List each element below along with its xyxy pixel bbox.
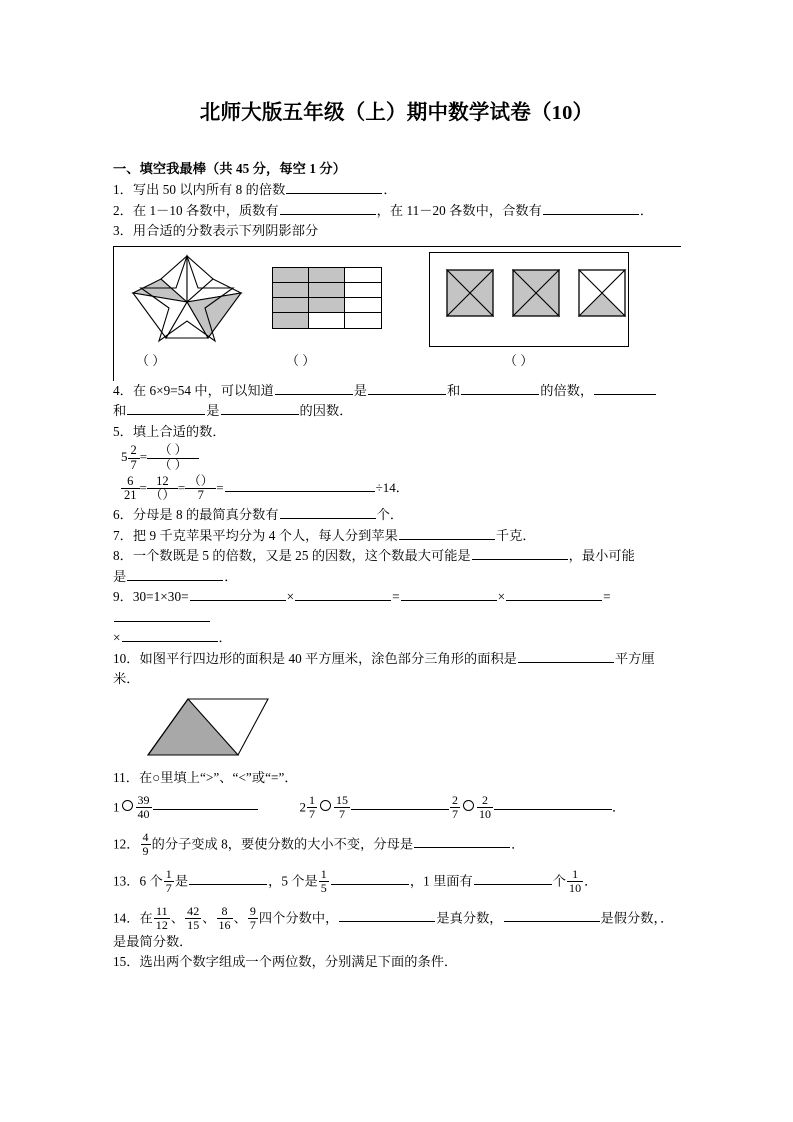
question-7 — [113, 526, 681, 547]
q4-text-7: 的因数． — [299, 403, 353, 418]
q5-frac-a — [121, 475, 140, 504]
q14-f3-den: 16 — [218, 917, 231, 932]
grid-cell — [345, 268, 381, 283]
square-figure-quarter — [578, 269, 626, 317]
q8-text-1: 一个数既是 5 的倍数，又是 25 的因数，这个数最大可能是 — [132, 548, 471, 563]
q4-text-6: 是 — [206, 403, 220, 418]
q8-blank-2[interactable] — [127, 567, 223, 581]
q13-fraction-2 — [319, 868, 329, 895]
q10-text-1: 如图平行四边形的面积是 40 平方厘米，涂色部分三角形的面积是 — [139, 650, 517, 666]
q15-text: 选出两个数字组成一个两位数，分别满足下面的条件． — [139, 954, 458, 970]
grid-cell — [345, 313, 381, 328]
q13-f2-num: 1 — [320, 866, 327, 881]
q14-fraction-4 — [248, 905, 258, 932]
parallelogram-figure — [143, 693, 273, 761]
q9-blank-2[interactable] — [295, 587, 391, 601]
grid-cell — [273, 268, 309, 283]
q11-b-fraction-right — [334, 794, 350, 821]
grid-cell — [345, 283, 381, 298]
q11-circle-1[interactable] — [122, 800, 133, 811]
q11-number: 11． — [113, 769, 140, 785]
q2-period: ． — [639, 202, 654, 218]
q11-comparisons — [113, 794, 681, 821]
q5-frac-a-num: 6 — [127, 473, 134, 488]
q5-frac-a-den: 21 — [121, 488, 140, 503]
q13-text-4: ，1 里面有 — [409, 873, 473, 889]
q14-f2-den: 15 — [187, 917, 200, 932]
q5-fraction-left — [128, 444, 140, 473]
q2-number: 2． — [113, 202, 133, 218]
q11-c-num: 2 — [452, 793, 458, 807]
question-14 — [113, 905, 681, 952]
q14-f1-den: 12 — [155, 917, 168, 932]
q5-equations — [121, 444, 681, 503]
q3-text: 用合适的分数表示下列阴影部分 — [132, 223, 319, 238]
q11-c-fraction — [450, 794, 460, 821]
q5-equation-1 — [121, 444, 681, 473]
grid-cell — [309, 268, 345, 283]
q11-b-fraction — [307, 794, 317, 821]
q5-equation-2: $\frac{6}{21}$ = $\frac{12}{()}$ = $\frac{()}{7}$ = ÷14． — [121, 475, 681, 504]
question-13 — [113, 868, 681, 895]
section-heading: 一、填空我最棒（共 45 分，每空 1 分） — [113, 161, 346, 176]
q9-blank-3[interactable] — [401, 587, 497, 601]
q1-number: 1． — [113, 182, 133, 197]
q1-answer-blank[interactable] — [286, 180, 382, 194]
q2-answer-blank-2[interactable] — [543, 201, 639, 215]
q5-frac-b-den[interactable]: （） — [147, 488, 178, 503]
q13-fraction-1 — [164, 868, 174, 895]
q11-text: 在○里填上“>”、“<”或“=”． — [139, 769, 298, 785]
q12-text-1: 的分子变成 8，要使分数的大小不变，分母是 — [151, 836, 414, 852]
q11-c-fraction-right — [477, 794, 493, 821]
question-10 — [113, 649, 681, 690]
q9-blank-1[interactable] — [190, 587, 286, 601]
q3-number: 3． — [113, 223, 133, 238]
q11-b-num: 1 — [309, 793, 315, 807]
q8-number: 8． — [113, 548, 133, 563]
q11-c-rden: 10 — [479, 806, 491, 821]
q4-blank-3[interactable] — [461, 381, 539, 395]
q3-label-1[interactable]: （ ） — [136, 352, 166, 368]
grid-cell — [309, 298, 345, 313]
q3-label-3[interactable]: （ ） — [504, 352, 534, 368]
q7-blank[interactable] — [399, 526, 495, 540]
q11-a-den: 40 — [137, 806, 150, 821]
q14-f3-num: 8 — [221, 903, 228, 918]
q9-op-1: × — [286, 589, 295, 604]
q8-text-3: 是 — [113, 568, 127, 584]
q12-fraction — [141, 831, 151, 858]
q9-op-3: × — [497, 589, 506, 604]
q14-sep-3: 、 — [233, 910, 247, 926]
q14-f2-num: 42 — [187, 903, 200, 918]
q14-text-5: 是最简分数． — [113, 933, 193, 949]
q2-answer-blank-1[interactable] — [280, 201, 376, 215]
q5-frac-b[interactable] — [147, 475, 178, 504]
q13-f1-den: 7 — [165, 880, 172, 895]
q9-number: 9． — [113, 589, 133, 604]
grid-cell — [309, 283, 345, 298]
q15-number: 15． — [113, 954, 140, 970]
q9-blank-4[interactable] — [506, 587, 602, 601]
q5-frac-c[interactable] — [185, 475, 216, 504]
page-title: 北师大版五年级（上）期中数学试卷（10） — [199, 102, 594, 124]
q6-text-2: 个． — [376, 507, 404, 522]
q13-text-6: ． — [584, 873, 598, 889]
q9-op-2: = — [392, 589, 400, 604]
q5-answer-fraction[interactable] — [147, 444, 199, 473]
q5-frac-c-den: 7 — [185, 488, 216, 503]
question-8 — [113, 546, 681, 587]
q1-text: 写出 50 以内所有 8 的倍数 — [132, 182, 286, 197]
q13-blank-3[interactable] — [474, 871, 552, 885]
q9-blank-5[interactable] — [114, 608, 210, 622]
q4-number: 4． — [113, 382, 133, 398]
grid-figure — [272, 267, 382, 329]
q11-a-left: 1 — [113, 799, 120, 815]
q13-text-3: ，5 个是 — [268, 873, 318, 889]
q14-number: 14． — [113, 910, 140, 926]
q5-number: 5． — [113, 423, 133, 439]
q4-text-3: 和 — [447, 382, 461, 398]
question-2 — [113, 201, 681, 222]
question-4 — [113, 381, 681, 422]
q10-number: 10． — [113, 650, 140, 666]
q14-text-1: 在 — [139, 910, 153, 926]
q7-text-1: 把 9 千克苹果平均分为 4 个人，每人分到苹果 — [132, 527, 398, 543]
q11-rule-3 — [494, 798, 612, 810]
q11-circle-2[interactable] — [320, 800, 331, 811]
q14-sep-1: 、 — [170, 910, 185, 926]
q4-text-5: 和 — [113, 403, 127, 418]
grid-cell — [309, 313, 345, 328]
question-6 — [113, 505, 681, 526]
grid-cell — [273, 283, 309, 298]
squares-figure-group — [446, 269, 626, 317]
q13-number: 13． — [113, 873, 140, 889]
q11-b-rden: 7 — [334, 807, 350, 821]
q10-text-3: 米． — [113, 671, 140, 686]
q14-blank-1[interactable] — [339, 908, 435, 922]
q5-frac-b-num: 12 — [156, 473, 169, 488]
q14-f1-num: 11 — [156, 903, 168, 918]
question-5 — [113, 422, 681, 443]
q9-text-1: 30=1×30= — [132, 589, 189, 604]
grid-cell — [345, 298, 381, 313]
q6-text-1: 分母是 8 的最简真分数有 — [132, 507, 279, 522]
q11-a-num: 39 — [137, 793, 150, 807]
q4-blank-1[interactable] — [275, 381, 353, 395]
q13-f1-num: 1 — [165, 866, 172, 881]
question-3 — [113, 221, 681, 242]
q9-blank-6[interactable] — [122, 628, 218, 642]
q10-blank[interactable] — [518, 649, 614, 663]
q11-tail: ． — [612, 799, 626, 815]
q11-b-rnum: 15 — [336, 793, 348, 807]
q11-circle-3[interactable] — [463, 800, 474, 811]
q13-f2-den: 5 — [320, 880, 327, 895]
q5-frac-c-num[interactable]: （） — [188, 473, 214, 488]
q3-answer-labels — [114, 350, 682, 380]
q9-text-3: ． — [218, 630, 232, 645]
q11-rule-1 — [153, 798, 258, 810]
q12-blank[interactable] — [414, 834, 510, 848]
q12-frac-num: 4 — [142, 829, 149, 844]
q1-period: ． — [383, 182, 397, 197]
q9-op-4: = — [603, 589, 611, 604]
q13-f3-num: 1 — [572, 866, 579, 881]
star-figure — [122, 252, 252, 347]
q5-frac-num: 2 — [130, 443, 137, 457]
q13-text-2: 是 — [174, 873, 189, 889]
q12-number: 12． — [113, 836, 140, 852]
q4-blank-2[interactable] — [368, 381, 446, 395]
q14-text-2: 四个分数中， — [258, 910, 339, 926]
q11-compare-3 — [449, 794, 625, 821]
q13-f3-den: 10 — [569, 880, 582, 895]
q13-text-5: 个 — [552, 873, 567, 889]
q14-f4-den: 7 — [249, 917, 256, 932]
q14-fraction-1 — [154, 905, 170, 932]
q4-text-2: 是 — [353, 382, 368, 398]
grid-cell — [273, 313, 309, 328]
q11-compare-1 — [113, 794, 258, 821]
q11-rule-2 — [351, 798, 449, 810]
grid-cell — [273, 298, 309, 313]
q12-frac-den: 9 — [142, 843, 149, 858]
q14-fraction-2 — [185, 905, 201, 932]
exam-content — [113, 158, 681, 973]
q5-equals-1: = — [139, 449, 148, 465]
q14-sep-2: 、 — [202, 910, 216, 926]
q7-number: 7． — [113, 527, 133, 543]
q4-text-4: 的倍数， — [540, 382, 594, 398]
q13-text-1: 6 个 — [139, 873, 163, 889]
q11-c-den: 7 — [452, 806, 458, 821]
q9-text-2: × — [113, 630, 121, 645]
q4-text-1: 在 6×9=54 中，可以知道 — [132, 382, 274, 398]
question-11 — [113, 768, 681, 789]
q14-text-3: 是真分数， — [436, 910, 503, 926]
question-9 — [113, 587, 681, 649]
square-figure-full-2 — [512, 269, 560, 317]
q2-text-2: ，在 11－20 各数中，合数有 — [376, 202, 542, 218]
square-figure-full-1 — [446, 269, 494, 317]
q13-blank-1[interactable] — [189, 871, 267, 885]
question-12 — [113, 831, 681, 858]
q4-blank-5[interactable] — [127, 401, 205, 415]
q11-c-rnum: 2 — [482, 793, 488, 807]
q4-blank-4[interactable] — [594, 381, 656, 395]
q14-fraction-3 — [217, 905, 233, 932]
q5-text: 填上合适的数． — [132, 423, 226, 439]
q8-text-4: ． — [224, 568, 238, 584]
q14-blank-2[interactable] — [504, 908, 600, 922]
q5-answer-den[interactable]: （ ） — [147, 458, 199, 473]
q4-blank-6[interactable] — [221, 401, 299, 415]
q7-text-2: 千克． — [495, 527, 536, 543]
q3-label-2[interactable]: （ ） — [286, 352, 316, 368]
q11-b-whole: 2 — [299, 799, 306, 815]
q5-blank[interactable] — [225, 478, 375, 492]
q8-blank-1[interactable] — [472, 546, 568, 560]
q13-fraction-3 — [567, 868, 583, 895]
q12-text-2: ． — [511, 836, 525, 852]
q6-blank[interactable] — [280, 505, 376, 519]
q11-a-fraction — [136, 794, 152, 821]
q11-b-den: 7 — [309, 806, 315, 821]
q6-number: 6． — [113, 507, 133, 522]
q10-text-2: 平方厘 — [614, 650, 655, 666]
q8-text-2: ，最小可能 — [568, 548, 635, 563]
q5-tail: ÷14． — [375, 479, 409, 495]
q11-compare-2 — [300, 794, 450, 821]
q5-whole-number: 5 — [121, 449, 128, 465]
q5-answer-num[interactable]: （ ） — [159, 443, 188, 457]
question-1 — [113, 180, 681, 201]
question-15 — [113, 952, 681, 973]
q2-text-1: 在 1－10 各数中，质数有 — [132, 202, 279, 218]
q13-blank-2[interactable] — [331, 871, 409, 885]
q14-text-4: 是假分数，． — [600, 910, 674, 926]
q14-f4-num: 9 — [249, 903, 256, 918]
q5-frac-den: 7 — [128, 458, 140, 473]
q3-figure-area — [113, 246, 681, 381]
